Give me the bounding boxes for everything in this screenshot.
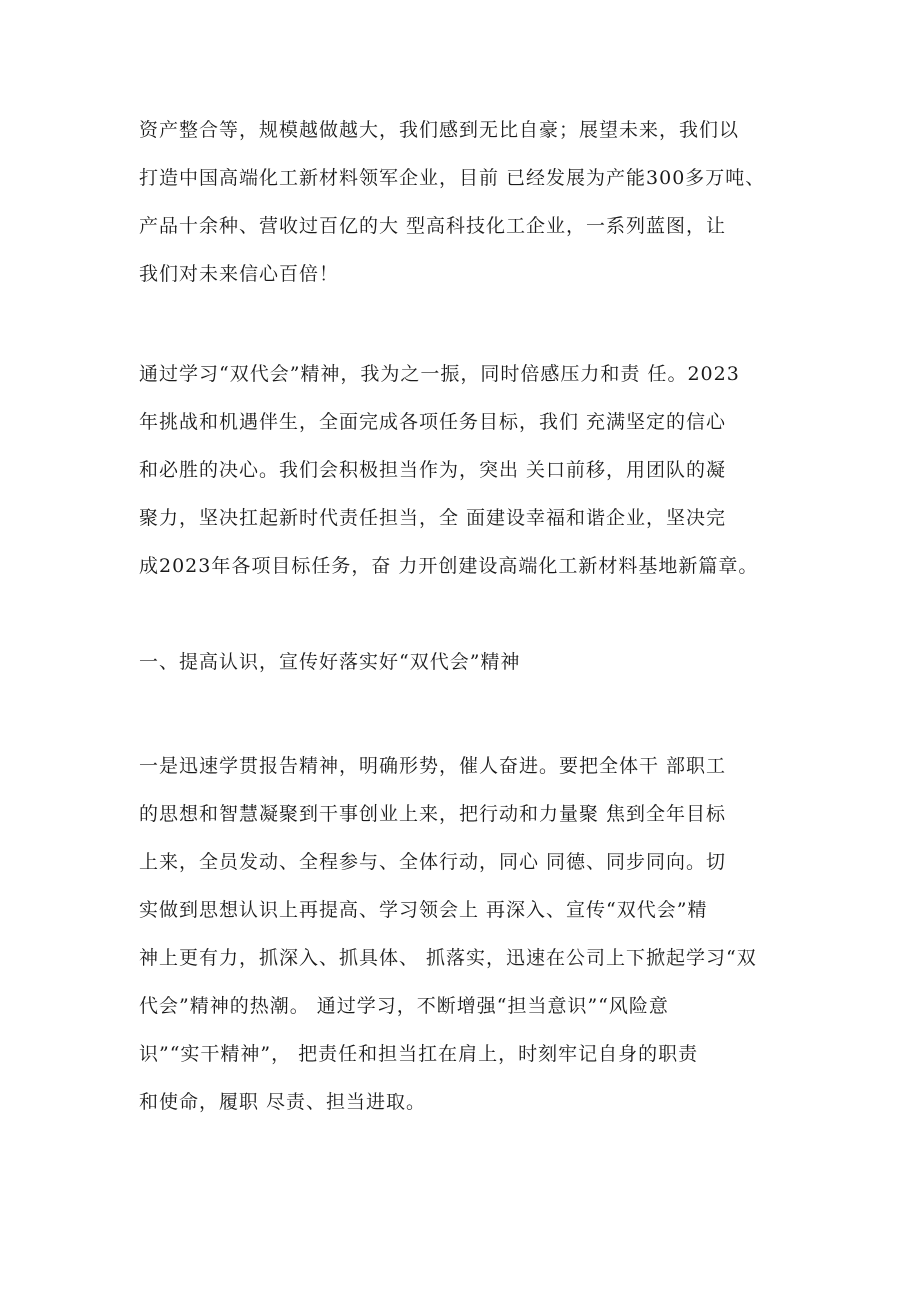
heading-line: 一、提高认识，宣传好落实好“双代会”精神	[139, 651, 521, 673]
paragraph-achievements	[139, 106, 799, 298]
text-line: 资产整合等，规模越做越大，我们感到无比自豪；展望未来，我们以	[139, 119, 740, 141]
paragraph-report-spirit	[139, 742, 799, 1126]
text-line: 上来，全员发动、全程参与、全体行动，同心 同德、同步同向。切	[139, 851, 727, 873]
text-line: 一是迅速学贯报告精神，明确形势，催人奋进。要把全体干 部职工	[139, 755, 727, 777]
text-line: 年挑战和机遇伴生，全面完成各项任务目标，我们 充满坚定的信心	[139, 411, 727, 433]
text-line: 和必胜的决心。我们会积极担当作为，突出 关口前移，用团队的凝	[139, 459, 727, 481]
text-line: 实做到思想认识上再提高、学习领会上 再深入、宣传“双代会”精	[139, 899, 708, 921]
section-heading	[139, 638, 799, 686]
text-line: 成2023年各项目标任务，奋 力开创建设高端化工新材料基地新篇章。	[139, 555, 759, 577]
paragraph-study-spirit	[139, 350, 799, 590]
text-line: 产品十余种、营收过百亿的大 型高科技化工企业，一系列蓝图，让	[139, 215, 727, 237]
text-line: 的思想和智慧凝聚到干事创业上来，把行动和力量聚 焦到全年目标	[139, 803, 727, 825]
text-line: 识”“实干精神”， 把责任和担当扛在肩上，时刻牢记自身的职责	[139, 1043, 699, 1065]
text-line: 通过学习“双代会”精神，我为之一振，同时倍感压力和责 任。2023	[139, 363, 740, 385]
text-line: 聚力，坚决扛起新时代责任担当，全 面建设幸福和谐企业，坚决完	[139, 507, 727, 529]
text-line: 代会”精神的热潮。 通过学习，不断增强“担当意识”“风险意	[139, 995, 669, 1017]
text-line: 我们对未来信心百倍！	[139, 263, 340, 285]
text-line: 神上更有力，抓深入、抓具体、 抓落实，迅速在公司上下掀起学习“双	[139, 947, 757, 969]
text-line: 打造中国高端化工新材料领军企业，目前 已经发展为产能300多万吨、	[139, 167, 766, 189]
text-line: 和使命，履职 尽责、担当进取。	[139, 1091, 427, 1113]
